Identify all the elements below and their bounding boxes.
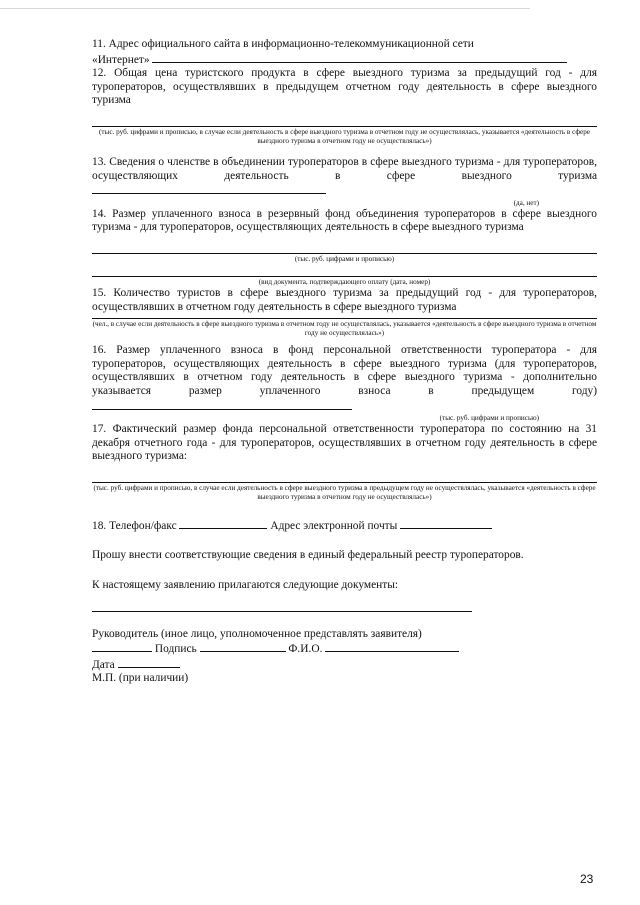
item-11-line2 bbox=[92, 52, 597, 68]
item-14-caption-2: (вид документа, подтверждающего оплату (дата, номер) bbox=[258, 277, 431, 286]
fio-label: Ф.И.О. bbox=[288, 643, 323, 656]
fio-field[interactable] bbox=[325, 641, 459, 652]
item-17-caption: (тыс. руб. цифрами и прописью, в случае если деятельность в сфере выездного туризма в предыдущем году не осуществлялась, указывается «деятельность в сфере выездного туризма в отчетном году не осуществлялась») bbox=[93, 483, 596, 501]
signature-row bbox=[92, 641, 597, 657]
attachments-text: К настоящему заявлению прилагаются следующие документы: bbox=[92, 579, 399, 592]
item-14-caption-1: (тыс. руб. цифрами и прописью) bbox=[294, 254, 395, 263]
item-16-label: 16. Размер уплаченного взноса в фонд персональной ответственности туроператора - для туроператоров, осуществляющих деятельность в сфере выездного туризма (для туроператоров, осуществлявших в отчетном году деятельность в сфере выездного туризма - дополнительно указывается размер уплаченного взноса в предыдущем году) bbox=[92, 344, 597, 397]
date-label: Дата bbox=[92, 658, 115, 671]
form-page bbox=[92, 38, 597, 686]
item-18-text bbox=[92, 518, 597, 534]
request-text: Прошу внести соответствующие сведения в единый федеральный реестр туроператоров. bbox=[92, 549, 524, 562]
date-field[interactable] bbox=[118, 657, 180, 668]
email-label: Адрес электронной почты bbox=[270, 519, 398, 532]
membership-field[interactable] bbox=[92, 183, 326, 194]
item-12-text: 12. Общая цена туристского продукта в сфере выездного туризма за предыдущий год - для туроператоров, осуществлявших в предыдущем отчетном году деятельность в сфере выездного туризма bbox=[92, 67, 597, 107]
signature-label: Подпись bbox=[154, 643, 197, 656]
head-label: Руководитель (иное лицо, уполномоченное представлять заявителя) bbox=[92, 627, 422, 640]
stamp-label: М.П. (при наличии) bbox=[92, 672, 189, 685]
item-15-text: 15. Количество туристов в сфере выездного туризма за предыдущий год - для туроператоров, осуществлявших в отчетном году деятельность в сфере выездного туризма bbox=[92, 286, 597, 313]
phone-label: 18. Телефон/факс bbox=[92, 519, 177, 532]
item-12-caption: (тыс. руб. цифрами и прописью, в случае если деятельность в сфере выездного туризма в отчетном году не осуществлялась, указывается «деятельность в сфере выездного туризма в отчетном году не осуществлялась») bbox=[99, 127, 590, 145]
website-field[interactable] bbox=[152, 52, 567, 63]
item-14-text: 14. Размер уплаченного взноса в резервный фонд объединения туроператоров в сфере выездного туризма - для туроператоров, осуществляющих деятельность в сфере выездного туризма bbox=[92, 207, 597, 234]
total-price-field[interactable] bbox=[92, 114, 597, 127]
email-field[interactable] bbox=[400, 518, 492, 529]
item-11-line1: 11. Адрес официального сайта в информационно-телекоммуникационной сети bbox=[92, 38, 474, 50]
phone-field[interactable] bbox=[179, 518, 267, 529]
signature-field[interactable] bbox=[200, 641, 286, 652]
page-number: 23 bbox=[580, 872, 594, 886]
reserve-fund-fee-field[interactable] bbox=[92, 241, 597, 254]
liability-fund-fee-field[interactable] bbox=[92, 399, 352, 410]
payment-document-field[interactable] bbox=[92, 264, 597, 277]
fund-size-field[interactable] bbox=[92, 470, 597, 483]
item-15-caption: (чел., в случае если деятельность в сфере выездного туризма в отчетном году не осуществлялась, указывается «деятельность в сфере выездного туризма в отчетном году не осуществлялась») bbox=[92, 320, 597, 338]
position-field[interactable] bbox=[92, 641, 152, 652]
item-16-text bbox=[92, 344, 597, 414]
item-13-caption: (да, нет) bbox=[513, 198, 539, 207]
date-row bbox=[92, 657, 597, 673]
item-11-label: «Интернет» bbox=[92, 53, 150, 66]
item-17-text: 17. Фактический размер фонда персональной ответственности туроператора по состоянию на 31 декабря отчетного года - для туроператоров, осуществлявших в отчетном году деятельность в сфере выездного туризма: bbox=[92, 423, 597, 463]
attachments-field[interactable] bbox=[92, 599, 472, 612]
item-16-caption: (тыс. руб. цифрами и прописью) bbox=[439, 414, 539, 423]
item-13-label: 13. Сведения о членстве в объединении туроператоров в сфере выездного туризма - для туроператоров, осуществляющих деятельность в сфере выездного туризма bbox=[92, 155, 597, 182]
top-edge-line bbox=[0, 8, 530, 9]
tourist-count-field[interactable] bbox=[92, 314, 597, 319]
item-13-text bbox=[92, 156, 597, 199]
